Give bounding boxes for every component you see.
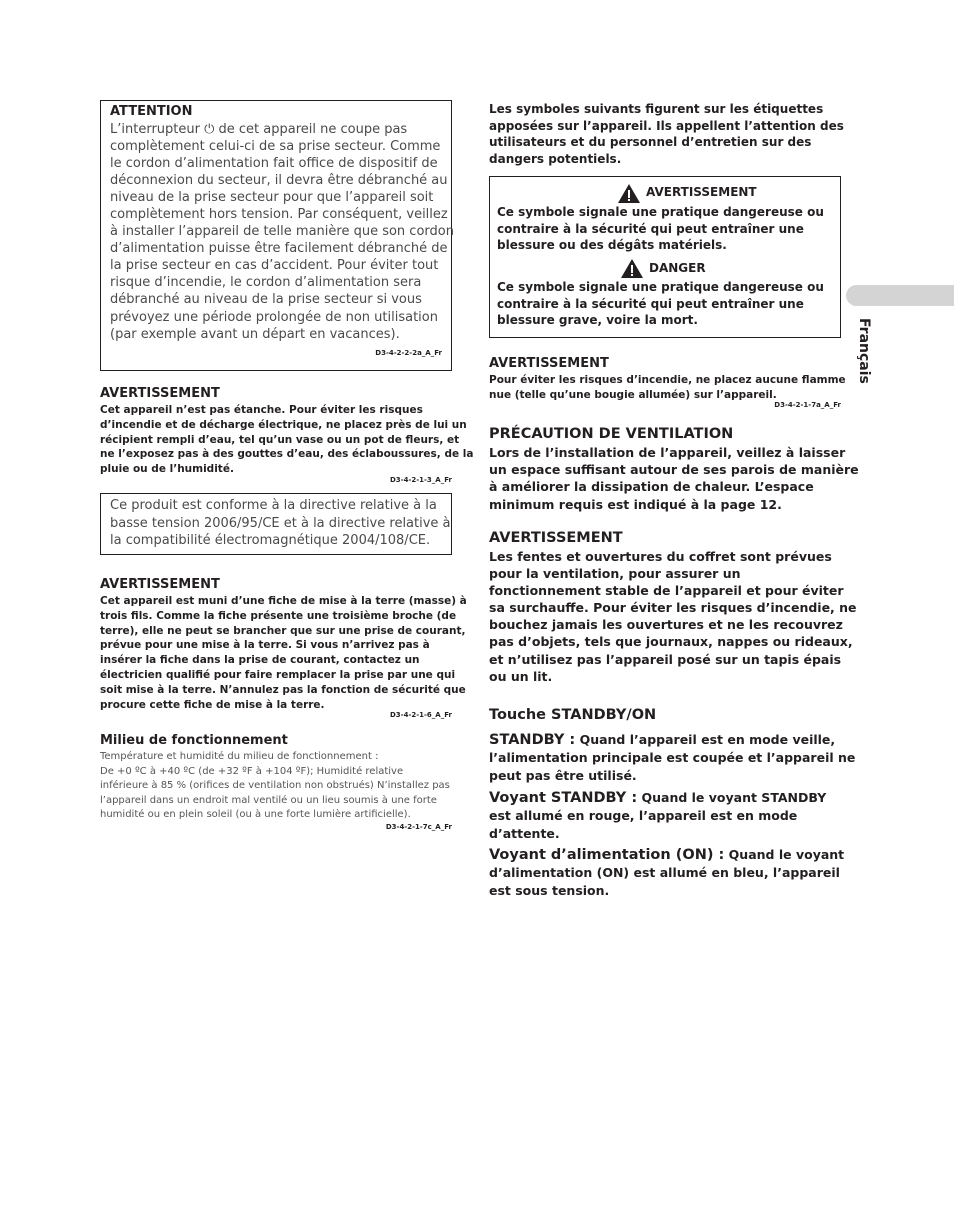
reference-code: D3-4-2-1-3_A_Fr	[390, 476, 452, 484]
text-line: débranché au niveau de la prise secteur si vous	[110, 292, 422, 308]
language-label: Français	[856, 318, 872, 384]
item-text: Quand le voyant STANDBY	[637, 790, 827, 805]
text-line: l’appareil dans un endroit mal ventilé ou un lieu soumis à une forte	[100, 794, 437, 806]
standby-led-item	[489, 789, 841, 842]
item-label: STANDBY :	[489, 732, 576, 748]
text-line: Les symboles suivants figurent sur les étiquettes	[489, 102, 824, 116]
text-line: Ce symbole signale une pratique dangereuse ou	[497, 205, 824, 219]
warning-text	[100, 594, 467, 712]
text-line: pluie ou de l’humidité.	[100, 463, 234, 476]
power-led-item	[489, 846, 845, 899]
conformity-text	[110, 497, 450, 550]
warning-text	[100, 403, 474, 477]
text-line: bouchez jamais les ouvertures et ne les recouvrez	[489, 617, 843, 633]
text-line: risque d’incendie, le cordon d’alimentation sera	[110, 275, 422, 291]
text-line: inférieure à 85 % (orifices de ventilation non obstrués) N’installez pas	[100, 780, 450, 792]
item-text: Quand l’appareil est en mode veille,	[575, 732, 836, 747]
text-line: un espace suffisant autour de ses parois de manière	[489, 462, 859, 478]
item-label: Voyant STANDBY :	[489, 790, 638, 806]
text-line: sa surchauffe. Pour éviter les risques d’incendie, ne	[489, 600, 857, 616]
text-line: De +0 ºC à +40 ºC (de +32 ºF à +104 ºF); Humidité relative	[100, 765, 404, 777]
text-line: d’alimentation puisse être facilement débranché de	[110, 241, 448, 257]
text-line: ne l’exposez pas à des gouttes d’eau, des éclaboussures, de la	[100, 448, 474, 461]
environment-text	[100, 750, 452, 823]
text-line: soit mise à la terre. N’annulez pas la fonction de sécurité que	[100, 683, 466, 696]
text-line: et n’utilisez pas l’appareil posé sur un tapis épais	[489, 651, 842, 667]
item-label: Voyant d’alimentation (ON) :	[489, 847, 725, 863]
text-line: l’alimentation principale est coupée et l’appareil ne	[489, 750, 856, 766]
text-line: (par exemple avant un départ en vacances).	[110, 326, 400, 342]
symbol-danger-title: DANGER	[649, 261, 706, 275]
text-line: basse tension 2006/95/CE et à la directive relative à	[110, 515, 451, 531]
text-line: nue (telle qu’une bougie allumée) sur l’appareil.	[489, 389, 777, 401]
text-line: L’interrupteur ⏻ de cet appareil ne coupe pas	[110, 122, 408, 137]
text-line: dangers potentiels.	[489, 151, 622, 166]
text-line: électricien qualifié pour faire remplacer la prise par une qui	[100, 668, 456, 681]
danger-triangle-icon	[620, 258, 644, 279]
standby-item	[489, 731, 856, 784]
text-line: est sous tension.	[489, 882, 610, 898]
text-line: insérer la fiche dans la prise de courant, contactez un	[100, 654, 420, 667]
text-line: déconnexion du secteur, il devra être débranché au	[110, 173, 448, 189]
ventilation-title: PRÉCAUTION DE VENTILATION	[489, 426, 734, 442]
text-line: Température et humidité du milieu de fonctionnement :	[100, 751, 379, 762]
text-line: d’attente.	[489, 825, 560, 841]
warning-text	[489, 373, 846, 403]
intro-text	[489, 101, 844, 167]
reference-code: D3-4-2-1-7a_A_Fr	[774, 401, 841, 409]
reference-code: D3-4-2-1-7c_A_Fr	[385, 823, 452, 831]
text-line: d’alimentation (ON) est allumé en bleu, l’appareil	[489, 865, 840, 881]
text-line: terre), elle ne peut se brancher que sur une prise de courant,	[100, 624, 466, 637]
text-line: apposées sur l’appareil. Ils appellent l’attention des	[489, 118, 844, 133]
text-line: Pour éviter les risques d’incendie, ne placez aucune flamme	[489, 374, 846, 386]
text-line: blessure grave, voire la mort.	[497, 313, 698, 328]
text-line: Cet appareil n’est pas étanche. Pour éviter les risques	[100, 404, 423, 416]
standby-title: Touche STANDBY/ON	[489, 707, 657, 723]
environment-title: Milieu de fonctionnement	[100, 733, 288, 748]
item-first-line	[489, 731, 841, 749]
warning-title: AVERTISSEMENT	[100, 386, 220, 401]
text-line: est allumé en rouge, l’appareil est en mode	[489, 808, 798, 824]
text-line: utilisateurs et du personnel d’entretien sur des	[489, 135, 812, 150]
text-line: fonctionnement stable de l’appareil et pour éviter	[489, 583, 844, 599]
text-line: contraire à la sécurité qui peut entraîner une	[497, 296, 804, 311]
text-line: Lors de l’installation de l’appareil, veillez à laisser	[489, 445, 846, 460]
text-line: peut pas être utilisé.	[489, 767, 637, 783]
text-line: Ce produit est conforme à la directive relative à la	[110, 498, 437, 513]
text-line: récipient rempli d’eau, tel qu’un vase ou un pot de fleurs, et	[100, 433, 460, 446]
text-line: Ce symbole signale une pratique dangereuse ou	[497, 280, 824, 294]
warning-title: AVERTISSEMENT	[100, 577, 220, 592]
reference-code: D3-4-2-1-6_A_Fr	[390, 711, 452, 719]
text-line: ou un lit.	[489, 668, 553, 684]
text-line: minimum requis est indiqué à la page 12.	[489, 496, 782, 512]
item-text: Quand le voyant	[724, 847, 845, 862]
attention-text	[110, 121, 454, 343]
text-line: le cordon d’alimentation fait office de dispositif de	[110, 156, 438, 172]
text-line: Cet appareil est muni d’une fiche de mise à la terre (masse) à	[100, 595, 467, 607]
text-line: pas d’objets, tels que journaux, nappes ou rideaux,	[489, 634, 853, 650]
text-line: prévoyez une période prolongée de non utilisation	[110, 309, 438, 325]
item-first-line	[489, 789, 841, 807]
language-tab	[846, 285, 954, 306]
text-line: complètement hors tension. Par conséquent, veillez	[110, 207, 448, 223]
text-line: à installer l’appareil de telle manière que son cordon	[110, 224, 454, 240]
ventilation-text	[489, 444, 859, 513]
item-first-line	[489, 846, 845, 864]
text-line: niveau de la prise secteur pour que l’appareil soit	[110, 190, 434, 206]
text-line: procure cette fiche de mise à la terre.	[100, 698, 325, 711]
text-line: à améliorer la dissipation de chaleur. L’espace	[489, 479, 814, 495]
openings-title: AVERTISSEMENT	[489, 530, 623, 546]
text-line: la prise secteur en cas d’accident. Pour éviter tout	[110, 258, 439, 274]
warning-title: AVERTISSEMENT	[489, 356, 609, 371]
text-line: humidité ou en plein soleil (ou à une forte lumière artificielle).	[100, 809, 411, 821]
text-line: blessure ou des dégâts matériels.	[497, 238, 727, 253]
text-line: contraire à la sécurité qui peut entraîner une	[497, 221, 804, 236]
openings-text	[489, 548, 857, 685]
warning-triangle-icon	[617, 183, 641, 204]
text-line: complètement celui-ci de sa prise secteur. Comme	[110, 139, 441, 155]
symbol-warning-text	[497, 204, 837, 254]
reference-code: D3-4-2-2-2a_A_Fr	[375, 349, 442, 357]
text-line: la compatibilité électromagnétique 2004/108/CE.	[110, 533, 431, 548]
symbol-danger-text	[497, 279, 837, 329]
text-line: prévue pour une mise à la terre. Si vous n’arrivez pas à	[100, 639, 430, 652]
text-line: d’incendie et de décharge électrique, ne placez près de lui un	[100, 418, 467, 431]
symbol-warning-title: AVERTISSEMENT	[646, 185, 757, 199]
text-line: trois fils. Comme la fiche présente une troisième broche (de	[100, 609, 457, 622]
text-line: pour la ventilation, pour assurer un	[489, 566, 741, 582]
text-line: Les fentes et ouvertures du coffret sont prévues	[489, 549, 832, 564]
attention-title: ATTENTION	[110, 104, 193, 119]
